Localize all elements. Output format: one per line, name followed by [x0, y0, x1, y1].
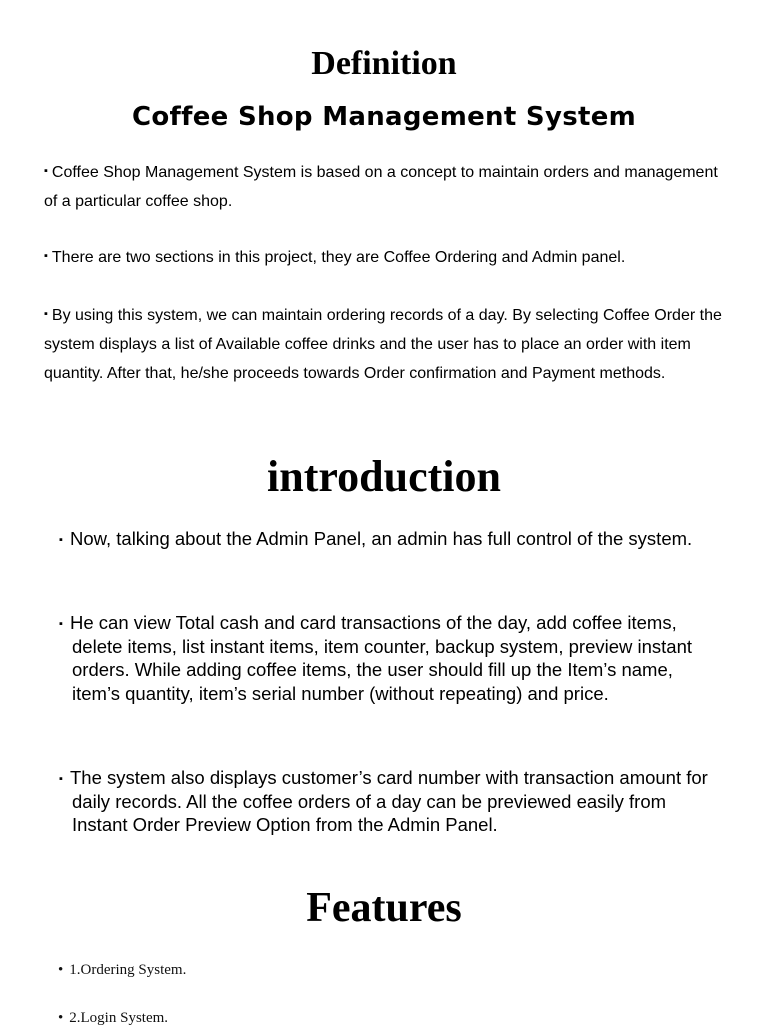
list-item: [56, 766, 716, 837]
page-subtitle: Coffee Shop Management System: [131, 102, 637, 132]
list-item: [56, 611, 716, 705]
paragraph-text: There are two sections in this project, they are Coffee Ordering and Admin panel.: [51, 249, 626, 266]
square-bullet-icon: ▪: [44, 250, 48, 262]
definition-paragraph: [44, 242, 734, 272]
feature-item: [58, 1008, 168, 1028]
bullet-dot-icon: •: [58, 962, 64, 978]
definition-paragraph: [44, 157, 734, 216]
list-item-text: Now, talking about the Admin Panel, an admin has full control of the system.: [70, 528, 693, 549]
bullet-dot-icon: •: [58, 1010, 64, 1026]
list-item-text: The system also displays customer’s card number with transaction amount for daily records. All the coffee orders of a day can be previewed easily from Instant Order Preview Option from the Admin Panel.: [70, 767, 708, 835]
paragraph-text: By using this system, we can maintain ordering records of a day. By selecting Coffee Order the system displays a list of Available coffee drinks and the user has to place an order with item quantity. After that, he/she proceeds towards Order confirmation and Payment methods.: [44, 307, 722, 382]
square-bullet-icon: ▪: [44, 165, 48, 177]
square-bullet-icon: ▪: [59, 618, 63, 630]
introduction-heading: introduction: [267, 452, 501, 501]
features-heading: Features: [306, 885, 462, 931]
square-bullet-icon: ▪: [44, 308, 48, 320]
square-bullet-icon: ▪: [59, 534, 63, 546]
definition-heading: Definition: [311, 45, 457, 82]
feature-text: 2.Login System.: [69, 1010, 169, 1026]
square-bullet-icon: ▪: [59, 773, 63, 785]
paragraph-text: Coffee Shop Management System is based on a concept to maintain orders and management of a particular coffee shop.: [44, 164, 718, 210]
list-item: [56, 527, 716, 551]
list-item-text: He can view Total cash and card transactions of the day, add coffee items, delete items, list instant items, item counter, backup system, preview instant orders. While adding coffee items, the user should fill up the Item’s name, item’s quantity, item’s serial number (without repeating) and price.: [70, 612, 693, 704]
feature-text: 1.Ordering System.: [69, 962, 187, 978]
feature-item: [58, 960, 186, 980]
definition-paragraph: [44, 300, 734, 388]
